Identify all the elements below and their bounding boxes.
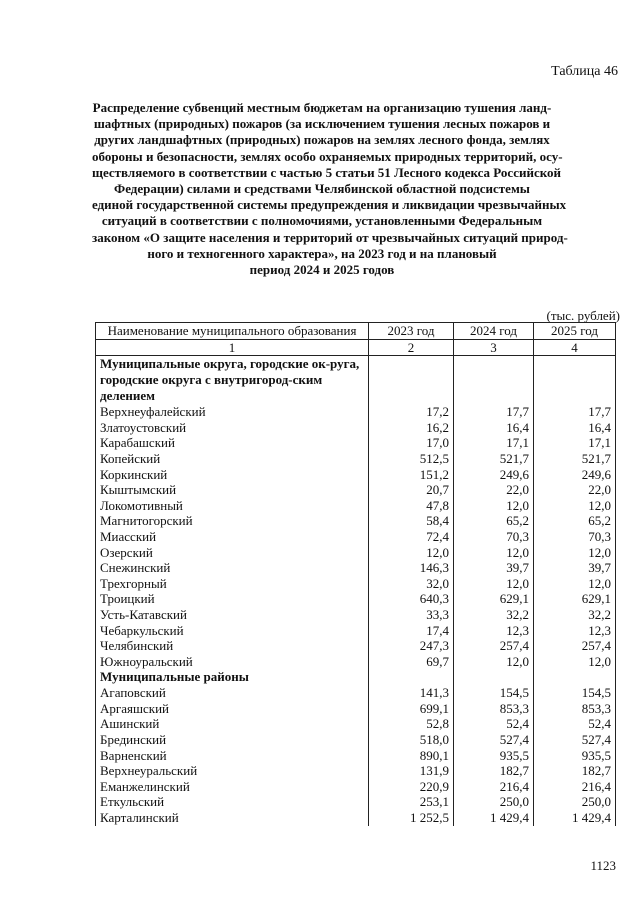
amount-2023: 640,3: [369, 591, 454, 607]
header-2023: 2023 год: [369, 323, 454, 340]
table-row: [96, 607, 616, 623]
municipality-name: Коркинский: [96, 467, 369, 483]
amount-2023: 52,8: [369, 716, 454, 732]
index-cell: 1: [96, 339, 369, 356]
amount-2025: 216,4: [534, 779, 616, 795]
table-row: [96, 482, 616, 498]
municipality-name: Усть-Катавский: [96, 607, 369, 623]
municipality-name: Агаповский: [96, 685, 369, 701]
amount-2023: 17,2: [369, 404, 454, 420]
municipality-name: Карабашский: [96, 435, 369, 451]
amount-2023: 47,8: [369, 498, 454, 514]
table-row: [96, 638, 616, 654]
title-line: единой государственной системы предупреждения и ликвидации чрезвычайных: [92, 197, 567, 213]
amount-2024: 70,3: [454, 529, 534, 545]
section-row: [96, 669, 616, 685]
amount-2023: 512,5: [369, 451, 454, 467]
index-row: [96, 339, 616, 356]
amount-2023: 16,2: [369, 420, 454, 436]
amount-2023: 518,0: [369, 732, 454, 748]
amount-2024: 12,0: [454, 654, 534, 670]
amount-2024: 52,4: [454, 716, 534, 732]
empty-cell: [534, 669, 616, 685]
page-number: 1123: [590, 858, 616, 873]
municipality-name: Копейский: [96, 451, 369, 467]
table-row: [96, 716, 616, 732]
amount-2023: 890,1: [369, 748, 454, 764]
municipality-name: Магнитогорский: [96, 513, 369, 529]
municipality-name: Снежинский: [96, 560, 369, 576]
amount-2024: 257,4: [454, 638, 534, 654]
amount-2025: 16,4: [534, 420, 616, 436]
amount-2024: 182,7: [454, 763, 534, 779]
amount-2025: 12,0: [534, 576, 616, 592]
municipality-name: Миасский: [96, 529, 369, 545]
table-body: [96, 356, 616, 826]
title-line: обороны и безопасности, землях особо охраняемых природных территорий, осу-: [92, 148, 563, 164]
municipality-name: Еткульский: [96, 794, 369, 810]
header-2024: 2024 год: [454, 323, 534, 340]
title-line: период 2024 и 2025 годов: [249, 262, 395, 278]
title-line: ществляемого в соответствии с частью 5 статьи 51 Лесного кодекса Российской: [92, 164, 562, 180]
table-number: Таблица 46: [551, 64, 618, 79]
municipality-name: Троицкий: [96, 591, 369, 607]
table-row: [96, 435, 616, 451]
municipality-name: Ашинский: [96, 716, 369, 732]
amount-2024: 629,1: [454, 591, 534, 607]
amount-2025: 249,6: [534, 467, 616, 483]
municipality-name: Карталинский: [96, 810, 369, 826]
amount-2024: 853,3: [454, 701, 534, 717]
table-row: [96, 701, 616, 717]
amount-2023: 17,0: [369, 435, 454, 451]
amount-2023: 33,3: [369, 607, 454, 623]
municipality-name: Трехгорный: [96, 576, 369, 592]
section-heading: Муниципальные округа, городские ок-руга, городские округа с внутригород-ским делением: [96, 356, 369, 405]
empty-cell: [369, 669, 454, 685]
title-line: ного и техногенного характера», на 2023 год и на плановый: [147, 245, 497, 261]
table-row: [96, 498, 616, 514]
title-line: Распределение субвенций местным бюджетам на организацию тушения ланд-: [92, 100, 552, 115]
amount-2024: 12,3: [454, 623, 534, 639]
amount-2023: 1 252,5: [369, 810, 454, 826]
municipality-name: Еманжелинский: [96, 779, 369, 795]
amount-2023: 131,9: [369, 763, 454, 779]
amount-2025: 65,2: [534, 513, 616, 529]
municipality-name: Кыштымский: [96, 482, 369, 498]
amount-2023: 20,7: [369, 482, 454, 498]
header-2025: 2025 год: [534, 323, 616, 340]
municipality-name: Южноуральский: [96, 654, 369, 670]
amount-2023: 17,4: [369, 623, 454, 639]
municipality-name: Брединский: [96, 732, 369, 748]
amount-2023: 151,2: [369, 467, 454, 483]
section-heading: Муниципальные районы: [96, 669, 369, 685]
table-row: [96, 420, 616, 436]
amount-2024: 521,7: [454, 451, 534, 467]
amount-2024: 16,4: [454, 420, 534, 436]
amount-2024: 17,7: [454, 404, 534, 420]
amount-2023: 253,1: [369, 794, 454, 810]
section-row: [96, 356, 616, 405]
amount-2025: 1 429,4: [534, 810, 616, 826]
amount-2023: 141,3: [369, 685, 454, 701]
amount-2024: 249,6: [454, 467, 534, 483]
amount-2025: 629,1: [534, 591, 616, 607]
title-line: Федерации) силами и средствами Челябинской областной подсистемы: [114, 181, 530, 197]
table-row: [96, 623, 616, 639]
municipality-name: Локомотивный: [96, 498, 369, 514]
table-row: [96, 810, 616, 826]
table-row: [96, 404, 616, 420]
amount-2023: 58,4: [369, 513, 454, 529]
amount-2024: 154,5: [454, 685, 534, 701]
municipality-name: Златоустовский: [96, 420, 369, 436]
index-cell: 2: [369, 339, 454, 356]
municipality-name: Озерский: [96, 545, 369, 561]
municipality-name: Варненский: [96, 748, 369, 764]
amount-2024: 250,0: [454, 794, 534, 810]
table-row: [96, 779, 616, 795]
header-row: [96, 323, 616, 340]
amount-2023: 32,0: [369, 576, 454, 592]
amount-2025: 935,5: [534, 748, 616, 764]
title-line: законом «О защите населения и территорий от чрезвычайных ситуаций природ-: [92, 229, 568, 245]
amount-2025: 12,0: [534, 545, 616, 561]
amount-2023: 220,9: [369, 779, 454, 795]
amount-2025: 17,1: [534, 435, 616, 451]
empty-cell: [454, 669, 534, 685]
amount-2025: 12,3: [534, 623, 616, 639]
table-row: [96, 513, 616, 529]
amount-2024: 527,4: [454, 732, 534, 748]
municipality-name: Верхнеуральский: [96, 763, 369, 779]
amount-2025: 12,0: [534, 654, 616, 670]
amount-2024: 65,2: [454, 513, 534, 529]
title-line: шафтных (природных) пожаров (за исключением тушения лесных пожаров и: [93, 116, 551, 132]
table-row: [96, 794, 616, 810]
amount-2025: 70,3: [534, 529, 616, 545]
amount-2025: 32,2: [534, 607, 616, 623]
amount-2024: 12,0: [454, 498, 534, 514]
table-row: [96, 467, 616, 483]
amount-2025: 22,0: [534, 482, 616, 498]
table-row: [96, 545, 616, 561]
units-label: (тыс. рублей): [546, 308, 620, 323]
amount-2024: 216,4: [454, 779, 534, 795]
amount-2023: 146,3: [369, 560, 454, 576]
municipality-name: Аргаяшский: [96, 701, 369, 717]
table-row: [96, 748, 616, 764]
amount-2024: 39,7: [454, 560, 534, 576]
amount-2023: 247,3: [369, 638, 454, 654]
table-row: [96, 451, 616, 467]
amount-2023: 12,0: [369, 545, 454, 561]
table-row: [96, 560, 616, 576]
empty-cell: [454, 356, 534, 405]
amount-2025: 182,7: [534, 763, 616, 779]
index-cell: 3: [454, 339, 534, 356]
municipality-name: Челябинский: [96, 638, 369, 654]
amount-2024: 935,5: [454, 748, 534, 764]
table-row: [96, 529, 616, 545]
amount-2025: 853,3: [534, 701, 616, 717]
title-line: ситуаций в соответствии с полномочиями, установленными Федеральным: [101, 213, 543, 229]
amount-2024: 17,1: [454, 435, 534, 451]
table-row: [96, 685, 616, 701]
subsidy-table: [95, 322, 616, 826]
title-line: других ландшафтных (природных) пожаров на землях лесного фонда, землях: [94, 132, 550, 148]
table-row: [96, 576, 616, 592]
amount-2024: 12,0: [454, 576, 534, 592]
table-row: [96, 591, 616, 607]
amount-2025: 17,7: [534, 404, 616, 420]
amount-2025: 527,4: [534, 732, 616, 748]
table-row: [96, 763, 616, 779]
amount-2025: 12,0: [534, 498, 616, 514]
amount-2025: 257,4: [534, 638, 616, 654]
amount-2025: 154,5: [534, 685, 616, 701]
municipality-name: Верхнеуфалейский: [96, 404, 369, 420]
amount-2025: 39,7: [534, 560, 616, 576]
amount-2025: 52,4: [534, 716, 616, 732]
amount-2024: 1 429,4: [454, 810, 534, 826]
header-name: Наименование муниципального образования: [96, 323, 369, 340]
amount-2024: 12,0: [454, 545, 534, 561]
index-cell: 4: [534, 339, 616, 356]
amount-2025: 250,0: [534, 794, 616, 810]
amount-2023: 69,7: [369, 654, 454, 670]
amount-2024: 22,0: [454, 482, 534, 498]
table-row: [96, 732, 616, 748]
empty-cell: [369, 356, 454, 405]
municipality-name: Чебаркульский: [96, 623, 369, 639]
document-title: [92, 100, 568, 278]
empty-cell: [534, 356, 616, 405]
amount-2024: 32,2: [454, 607, 534, 623]
amount-2025: 521,7: [534, 451, 616, 467]
table-row: [96, 654, 616, 670]
amount-2023: 72,4: [369, 529, 454, 545]
amount-2023: 699,1: [369, 701, 454, 717]
